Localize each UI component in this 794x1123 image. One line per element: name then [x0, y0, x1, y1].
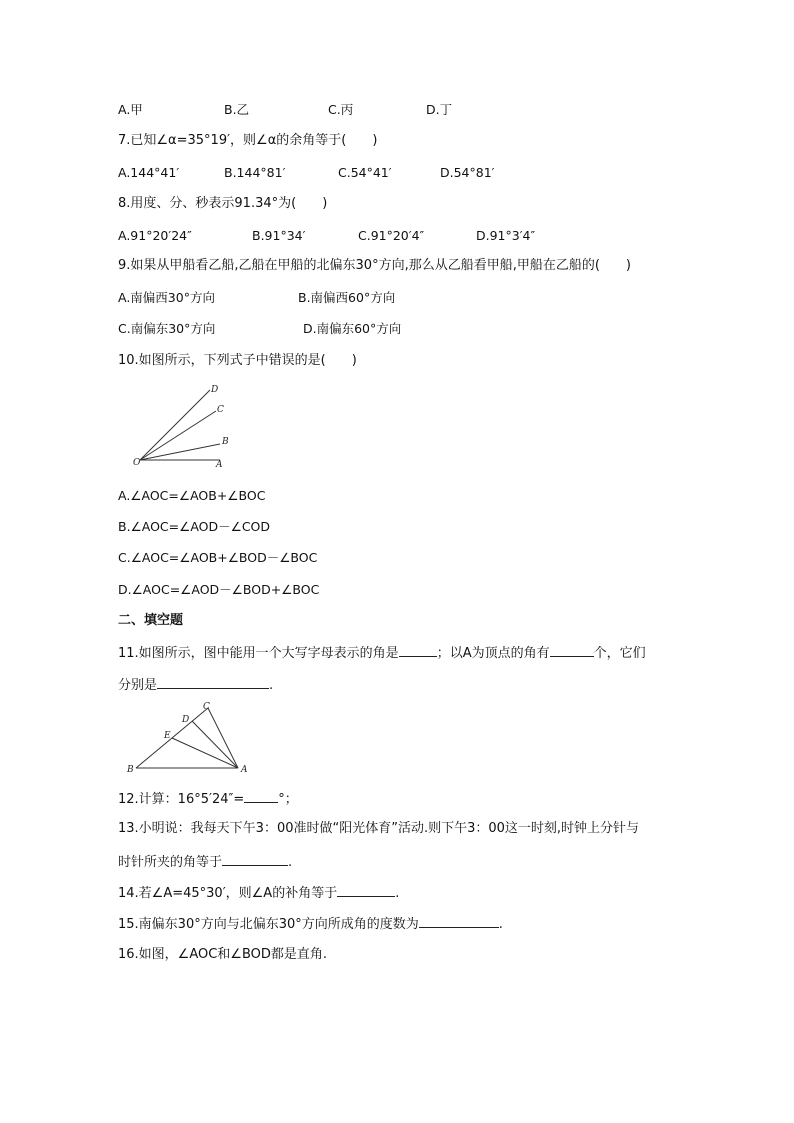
- q12-text-2: °；: [278, 792, 298, 807]
- segment-ea: [172, 738, 238, 768]
- q11-text-3: 个，它们: [593, 646, 646, 661]
- q11-triangle-figure: [124, 700, 256, 778]
- q8-option-c: C.91°20′4″: [358, 228, 425, 243]
- q8-option-b: B.91°34′: [252, 228, 306, 243]
- q14-text-2: .: [395, 886, 400, 901]
- q11-text-5: .: [269, 678, 274, 693]
- label-a: A: [241, 765, 248, 775]
- q12-text-1: 12.计算：16°5′24″=: [118, 792, 245, 807]
- q11-line1: [118, 643, 646, 663]
- q15-blank[interactable]: [419, 914, 499, 928]
- q8-stem: 8.用度、分、秒表示91.34°为( ): [118, 196, 328, 211]
- q13-line1: 13.小明说：我每天下午3：00准时做“阳光体育”活动.则下午3：00这一时刻,时钟上分针与: [118, 821, 640, 836]
- q14-blank[interactable]: [337, 883, 395, 897]
- q10-option-b: B.∠AOC=∠AOD－∠COD: [118, 519, 271, 534]
- q14-text-1: 14.若∠A=45°30′，则∠A的补角等于: [118, 886, 338, 901]
- label-d: D: [182, 715, 190, 725]
- q6-option-c: C.丙: [328, 102, 354, 117]
- q16-stem: 16.如图，∠AOC和∠BOD都是直角.: [118, 947, 328, 962]
- q15-text-1: 15.南偏东30°方向与北偏东30°方向所成角的度数为: [118, 917, 419, 932]
- q13-text-1: 时针所夹的角等于: [118, 855, 223, 870]
- q7-option-b: B.144°81′: [224, 165, 286, 180]
- q9-option-c: C.南偏东30°方向: [118, 321, 216, 336]
- q10-angle-figure: [128, 380, 238, 472]
- q13-text-2: .: [288, 855, 293, 870]
- q11-text-1: 11.如图所示，图中能用一个大写字母表示的角是: [118, 646, 399, 661]
- q7-stem: 7.已知∠α=35°19′，则∠α的余角等于( ): [118, 133, 378, 148]
- q7-option-a: A.144°41′: [118, 165, 180, 180]
- q9-option-b: B.南偏西60°方向: [298, 290, 396, 305]
- segment-ca: [208, 708, 238, 768]
- label-b: B: [222, 437, 229, 447]
- q14-line: [118, 883, 399, 903]
- label-d: D: [211, 385, 219, 395]
- ray-od: [140, 390, 210, 460]
- q6-option-a: A.甲: [118, 102, 143, 117]
- q15-line: [118, 914, 503, 934]
- q12-blank[interactable]: [244, 789, 278, 803]
- q8-option-a: A.91°20′24″: [118, 228, 192, 243]
- q9-option-a: A.南偏西30°方向: [118, 290, 215, 305]
- q9-option-d: D.南偏东60°方向: [303, 321, 402, 336]
- q8-option-d: D.91°3′4″: [476, 228, 536, 243]
- q15-text-2: .: [498, 917, 503, 932]
- segment-da: [192, 721, 238, 768]
- label-e: E: [164, 731, 171, 741]
- q11-blank-2[interactable]: [550, 643, 594, 657]
- q13-line2: [118, 852, 292, 872]
- label-c: C: [203, 702, 210, 712]
- q11-blank-3[interactable]: [157, 675, 269, 689]
- q6-option-d: D.丁: [426, 102, 453, 117]
- q12-line: [118, 789, 298, 809]
- q10-option-d: D.∠AOC=∠AOD－∠BOD+∠BOC: [118, 582, 320, 597]
- q11-blank-1[interactable]: [399, 643, 437, 657]
- label-a: A: [216, 460, 223, 470]
- q11-text-4: 分别是: [118, 678, 158, 693]
- q7-option-c: C.54°41′: [338, 165, 392, 180]
- section-heading-fill-in: 二、填空题: [118, 613, 184, 628]
- q11-line2: [118, 675, 273, 695]
- q10-option-c: C.∠AOC=∠AOB+∠BOD－∠BOC: [118, 550, 318, 565]
- q7-option-d: D.54°81′: [440, 165, 495, 180]
- label-b: B: [127, 765, 134, 775]
- q11-text-2: ；以A为顶点的角有: [436, 646, 550, 661]
- q10-stem: 10.如图所示，下列式子中错误的是( ): [118, 353, 357, 368]
- q10-option-a: A.∠AOC=∠AOB+∠BOC: [118, 488, 266, 503]
- q6-option-b: B.乙: [224, 102, 250, 117]
- q13-blank[interactable]: [222, 852, 288, 866]
- q9-stem: 9.如果从甲船看乙船,乙船在甲船的北偏东30°方向,那么从乙船看甲船,甲船在乙船的( ): [118, 258, 631, 273]
- label-o: O: [133, 458, 141, 468]
- label-c: C: [217, 405, 224, 415]
